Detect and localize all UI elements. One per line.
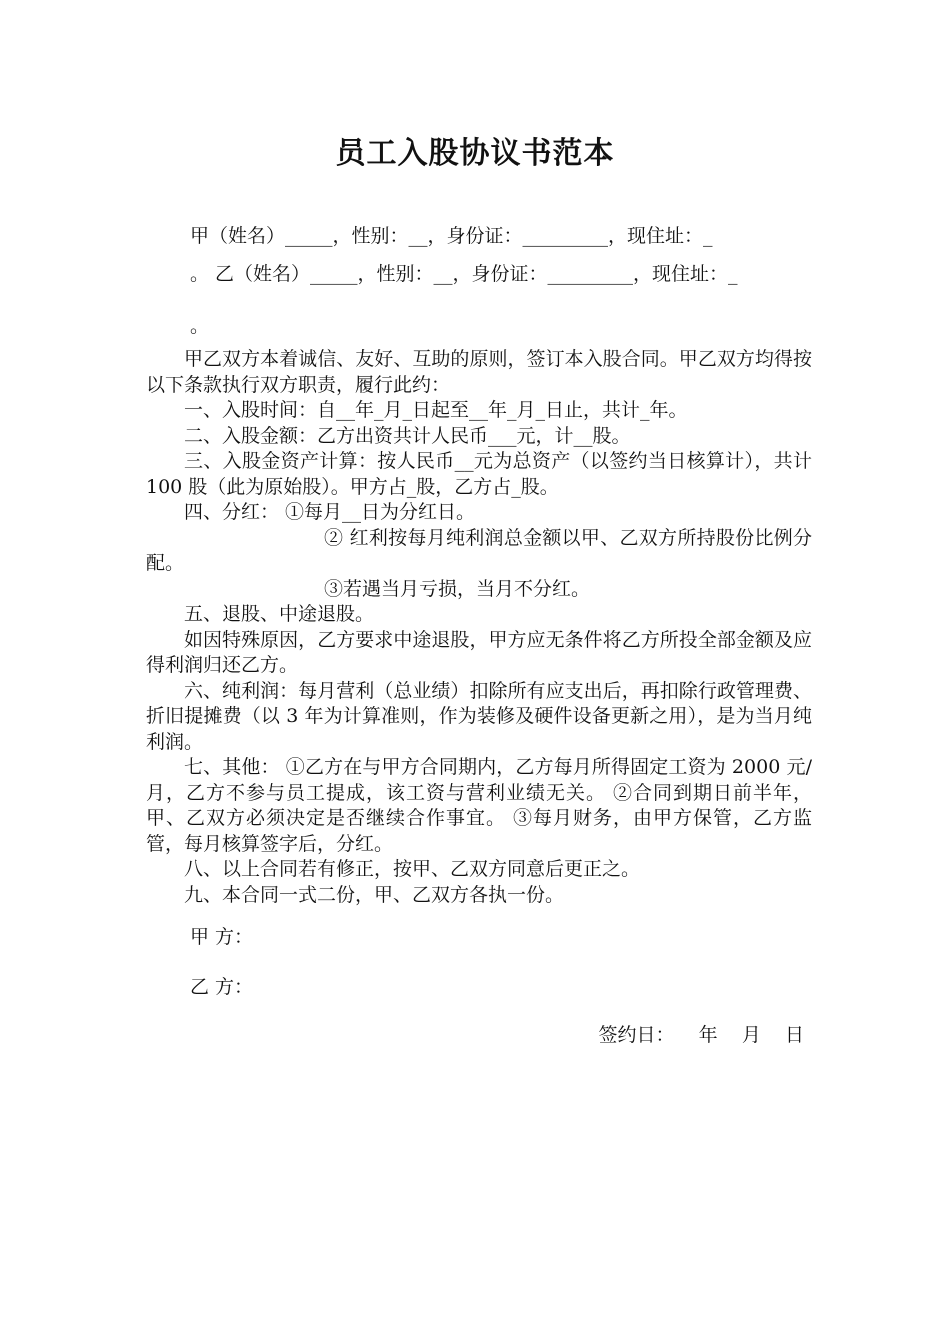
clause-6: 六、纯利润：每月营利（总业绩）扣除所有应支出后，再扣除行政管理费、折旧提摊费（以 3 年为计算准则，作为装修及硬件设备更新之用），是为当月纯利润。	[146, 679, 812, 753]
clause-5-detail: 如因特殊原因，乙方要求中途退股，甲方应无条件将乙方所投全部金额及应得利润归还乙方。	[146, 628, 812, 676]
clause-4-item-3: ③若遇当月亏损，当月不分红。	[324, 577, 591, 600]
clause-4-item-2: ② 红利按每月纯利润总金额以甲、乙双方所持股份比例分配。	[146, 526, 812, 574]
party-b-signature: 乙 方：	[190, 976, 254, 998]
party-b-line: 。 乙（姓名）_____，性别：__，身份证：_________，现住址：_	[190, 263, 738, 285]
party-a-line: 甲（姓名）_____，性别：__，身份证：_________，现住址：_	[190, 225, 713, 247]
contract-body	[146, 347, 812, 908]
clause-2: 二、入股金额：乙方出资共计人民币___元，计__股。	[184, 424, 631, 447]
party-a-signature: 甲 方：	[190, 926, 254, 948]
clause-3: 三、入股金资产计算：按人民币__元为总资产（以签约当日核算计），共计 100 股（此为原始股）。甲方占_股，乙方占_股。	[146, 450, 812, 498]
clause-1: 一、入股时间：自__年_月_日起至__年_月_日止，共计_年。	[184, 399, 688, 421]
clause-7: 七、其他： ①乙方在与甲方合同期内，乙方每月所得固定工资为 2000 元/月，乙方不参与员工提成，该工资与营利业绩无关。 ②合同到期日前半年，甲、乙双方必须决定是否继续合作事宜。 ③每月财务，由甲方保管，乙方监管，每月核算签字后，分红。	[146, 756, 812, 855]
clause-8: 八、以上合同若有修正，按甲、乙双方同意后更正之。	[184, 858, 641, 880]
document-title: 员工入股协议书范本	[335, 136, 615, 171]
clause-9: 九、本合同一式二份，甲、乙双方各执一份。	[184, 883, 565, 906]
party-b-line-end: 。	[190, 315, 210, 337]
signing-date: 签约日： 年 月 日	[598, 1024, 804, 1046]
clause-5: 五、退股、中途退股。	[184, 603, 375, 625]
clause-4: 四、分红： ①每月__日为分红日。	[184, 501, 476, 523]
intro-paragraph: 甲乙双方本着诚信、友好、互助的原则，签订本入股合同。甲乙双方均得按以下条款执行双方职责，履行此约：	[146, 348, 812, 396]
